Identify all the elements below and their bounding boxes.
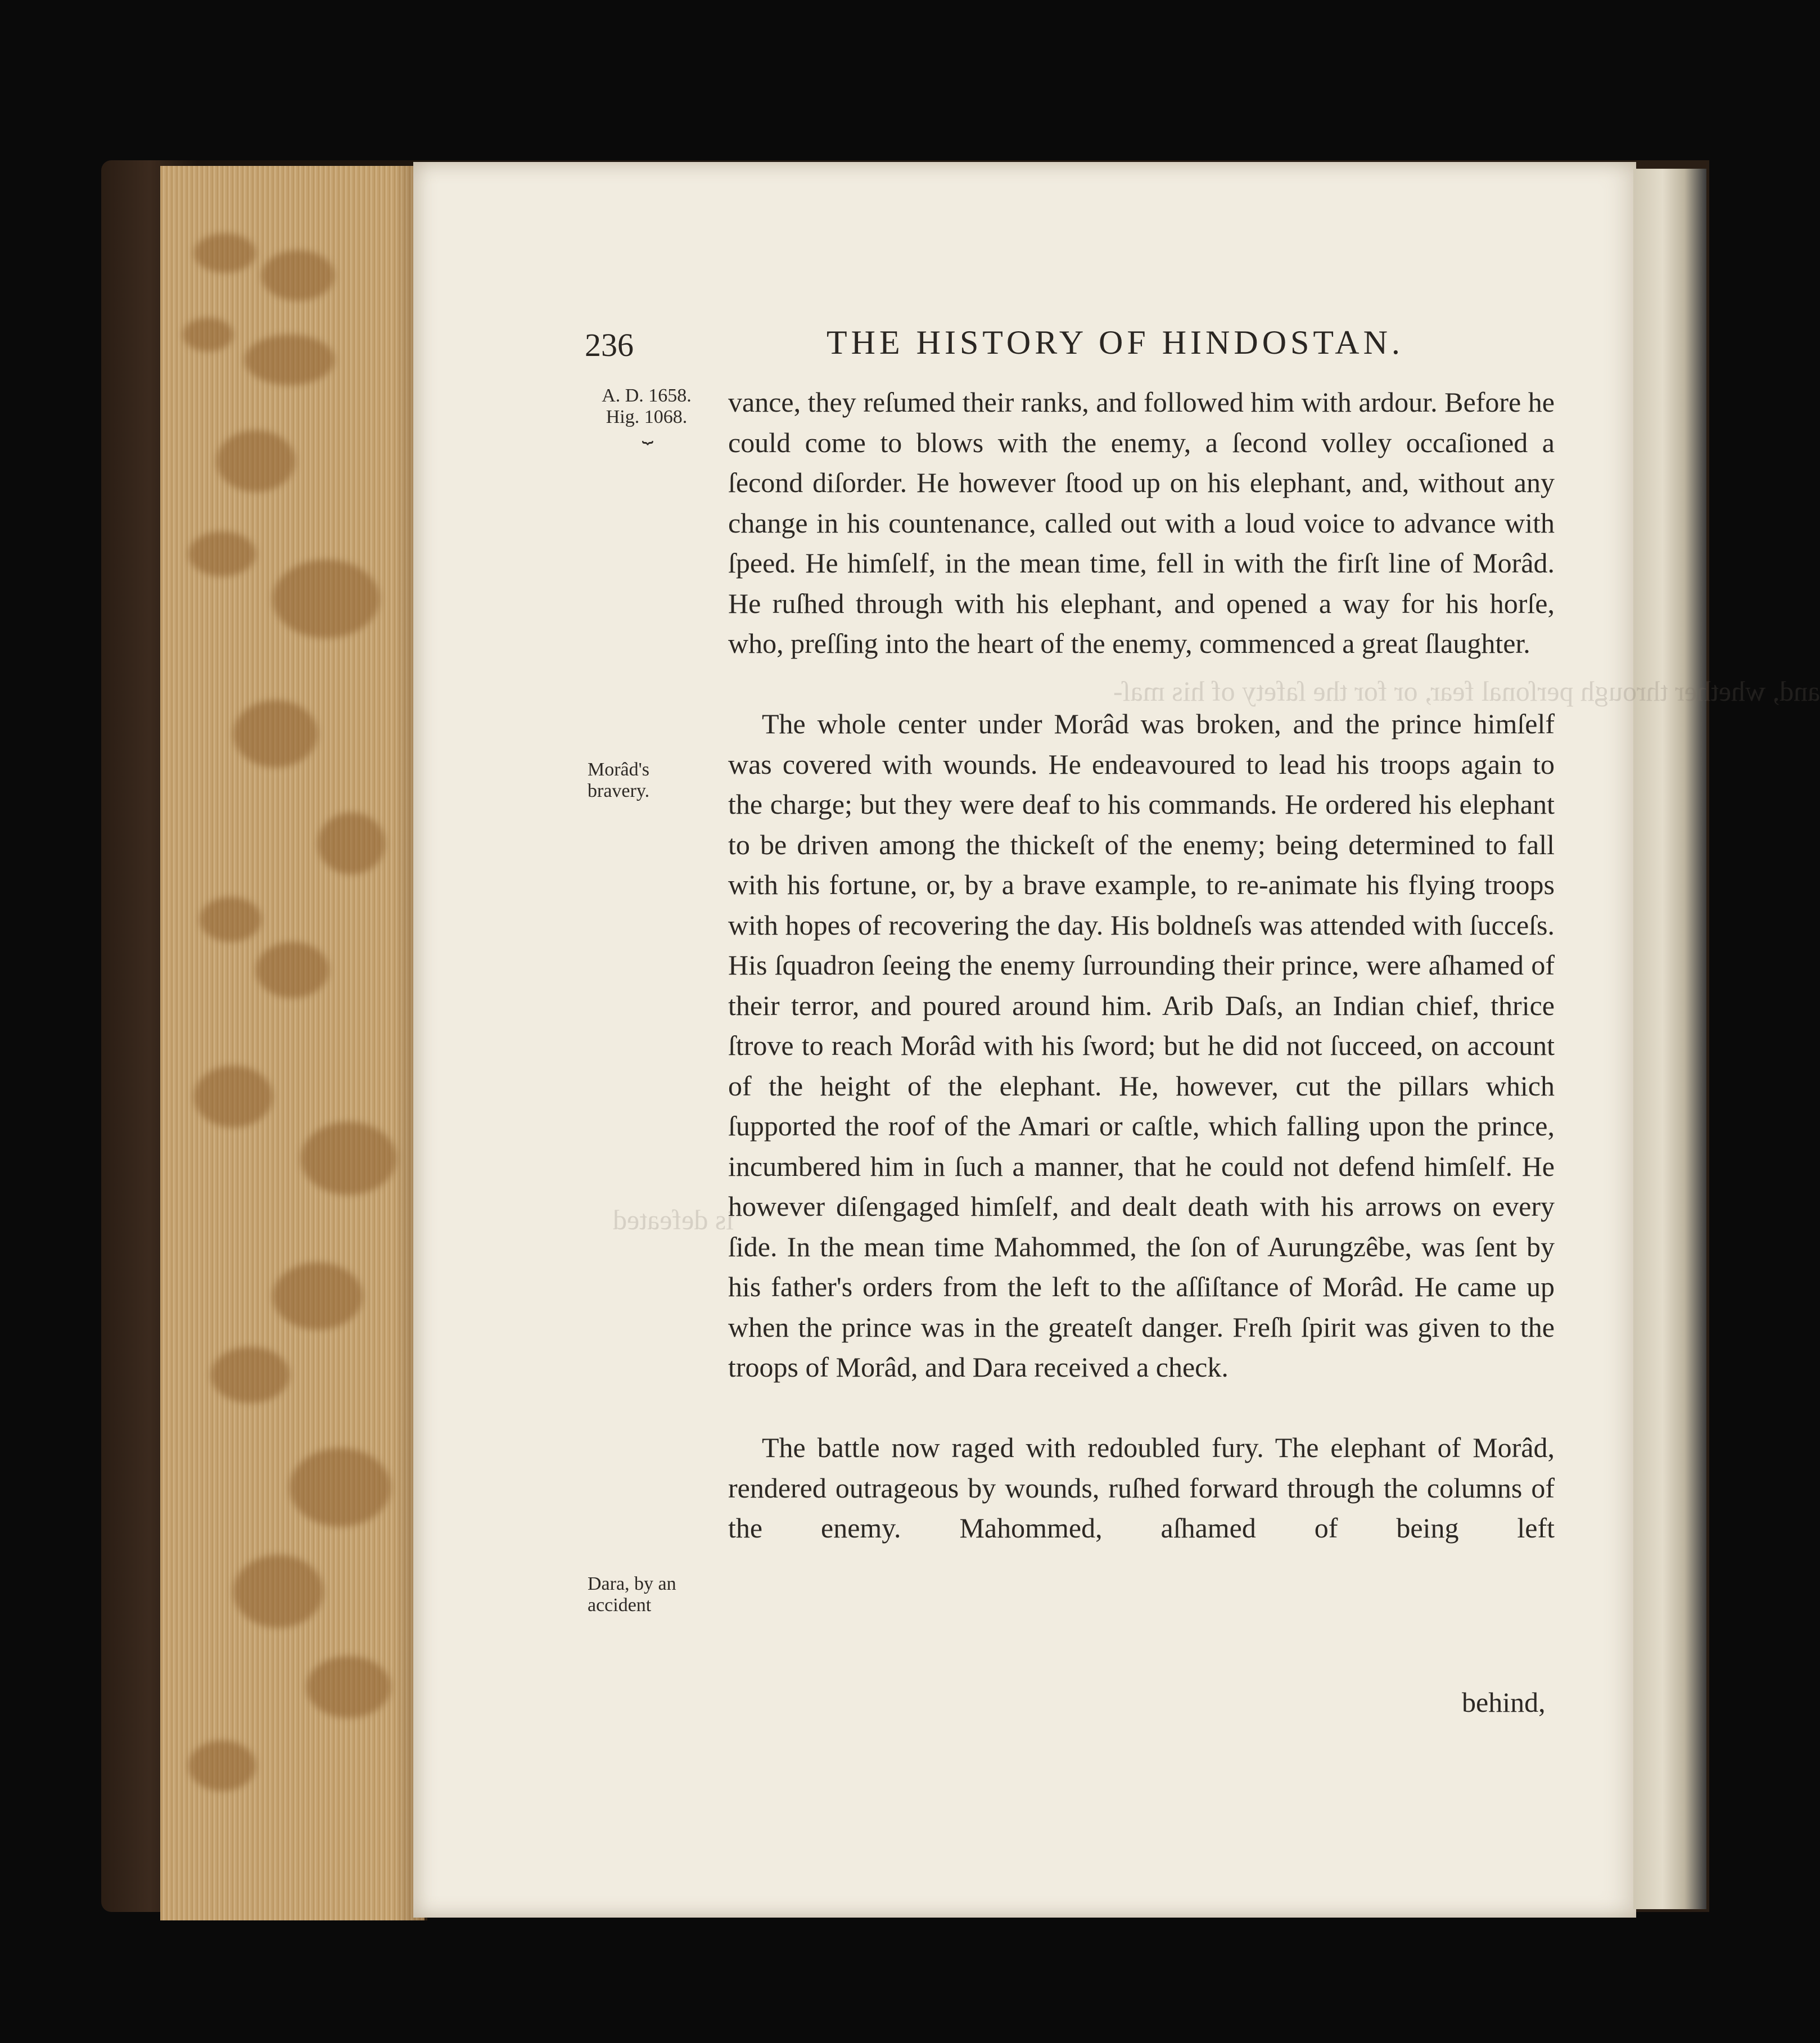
brace-mark: ⏟: [642, 423, 652, 444]
paragraph: The battle now raged with redoubled fury. The elephant of Morâd, rendered outrageous by wounds, ruſhed forward through the columns of the enemy. Mahommed, aſhamed of being left: [728, 1432, 1555, 1544]
paragraph: The whole center under Morâd was broken, and the prince himſelf was covered with wounds. He endeavoured to lead his troops again to the charge; but they were deaf to his commands. He ordered his elephant to be driven among the thickeſt of the enemy; being determined to fall with his fortune, or, by a brave example, to re-animate his flying troops with hopes of recovering the day. His boldneſs was attended with ſucceſs. His ſquadron ſeeing the enemy ſurrounding their prince, were aſhamed of their terror, and poured around him. Arib Daſs, an Indian chief, thrice ſtrove to reach Morâd with his ſword; but he did not ſucceed, on account of the height of the elephant. He, however, cut the pillars which ſupported the roof of the Amari or caſtle, which falling upon the prince, incumbered him in ſuch a manner, that he could not defend himſelf. He however diſengaged himſelf, and dealt death with his arrows on every ſide. In the mean time Mahommed, the ſon of Aurungzêbe, was ſent by his father's orders from the left to the aſſiſtance of Morâd. He came up when the prince was in the greateſt danger. Freſh ſpirit was given to the troops of Morâd, and Dara received a check.: [728, 708, 1555, 1383]
page-fore-edge: [160, 166, 424, 1920]
margin-note-bravery: [588, 759, 717, 802]
page-number: 236: [585, 327, 634, 363]
margin-note-line: bravery.: [588, 781, 650, 801]
margin-note-date: [588, 385, 706, 444]
show-through-text: is defeated: [613, 1204, 734, 1235]
catchword: behind,: [1462, 1686, 1546, 1718]
show-through-text: and, whether through perſonal fear, or for the ſafety of his maſ-: [1113, 675, 1820, 707]
main-text: [728, 382, 1555, 1589]
margin-note-line: A. D. 1658.: [602, 385, 692, 406]
margin-note-dara: [588, 1573, 717, 1616]
right-page-edge: [1633, 169, 1706, 1909]
margin-note-line: Dara, by an: [588, 1573, 676, 1594]
margin-note-line: Hig. 1068.: [606, 407, 688, 427]
margin-note-line: Morâd's: [588, 759, 650, 780]
margin-note-line: accident: [588, 1595, 652, 1616]
running-head: THE HISTORY OF HINDOSTAN.: [827, 324, 1404, 361]
paragraph: vance, they reſumed their ranks, and followed him with ardour. Before he could come to blows with the enemy, a ſecond volley occaſioned a ſecond diſorder. He however ſtood up on his elephant, and, without any change in his countenance, called out with a loud voice to advance with ſpeed. He himſelf, in the mean time, fell in with the firſt line of Morâd. He ruſhed through with his elephant, and opened a way for his horſe, who, preſſing into the heart of the enemy, commenced a great ſlaughter.: [728, 386, 1555, 659]
